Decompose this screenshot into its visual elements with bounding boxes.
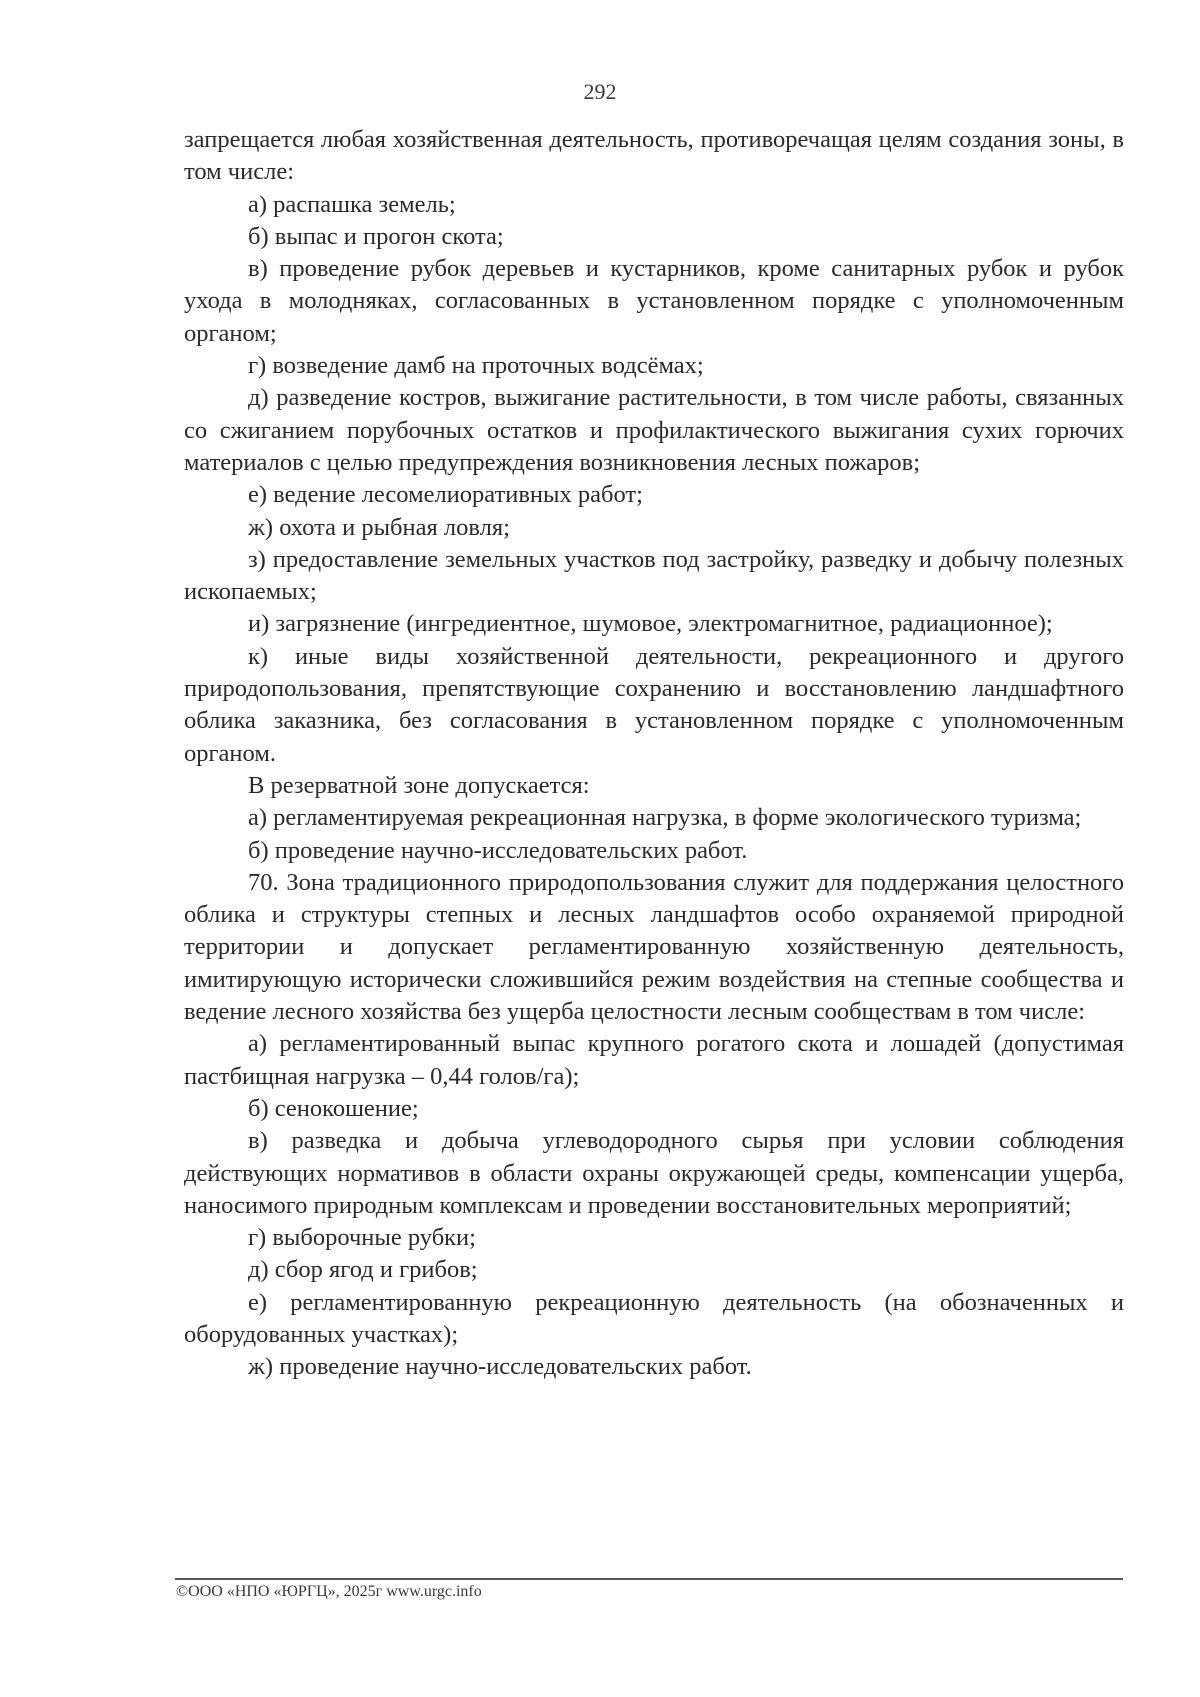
list-item: б) сенокошение;	[248, 1094, 419, 1122]
list-item: в) проведение рубок деревьев и кустарников, кроме санитарных рубок и рубок ухода в молодняках, согласованных в установленном порядке с уполномоченным органом;	[184, 255, 1124, 347]
list-item: д) разведение костров, выжигание растительности, в том числе работы, связанных со сжиганием порубочных остатков и профилактического выжигания сухих горючих материалов с целью предупреждения возникновения лесных пожаров;	[184, 384, 1124, 476]
list-item: з) предоставление земельных участков под застройку, разведку и добычу полезных ископаемых;	[184, 545, 1124, 606]
paragraph-reserve-zone: В резерватной зоне допускается:	[248, 771, 590, 799]
list-item: ж) проведение научно-исследовательских работ.	[248, 1353, 752, 1381]
list-item: д) сбор ягод и грибов;	[248, 1256, 478, 1284]
paragraph-section-70: 70. Зона традиционного природопользования служит для поддержания целостного облика и структуры степных и лесных ландшафтов особо охраняемой природной территории и допускает регламентированную хозяйственную деятельность, имитирующую исторически сложившийся режим воздействия на степные сообщества и ведение лесного хозяйства без ущерба целостности лесным сообществам в том числе:	[184, 868, 1124, 1026]
footer-divider	[175, 1578, 1123, 1580]
list-item: а) распашка земель;	[248, 190, 456, 218]
list-item: е) ведение лесомелиоративных работ;	[248, 481, 643, 509]
list-item: ж) охота и рыбная ловля;	[248, 513, 510, 541]
list-item: в) разведка и добыча углеводородного сырья при условии соблюдения действующих нормативов в области охраны окружающей среды, компенсации ущерба, наносимого природным комплексам и проведении восстановительных мероприятий;	[184, 1127, 1124, 1219]
list-item: б) выпас и прогон скота;	[248, 222, 504, 250]
list-item: г) выборочные рубки;	[248, 1224, 476, 1252]
list-item: и) загрязнение (ингредиентное, шумовое, электромагнитное, радиационное);	[248, 610, 1053, 638]
list-item: а) регламентируемая рекреационная нагрузка, в форме экологического туризма;	[248, 804, 1082, 832]
list-item: е) регламентированную рекреационную деятельность (на обозначенных и оборудованных участках);	[184, 1288, 1124, 1348]
list-item: а) регламентированный выпас крупного рогатого скота и лошадей (допустимая пастбищная нагрузка – 0,44 голов/га);	[184, 1030, 1124, 1090]
document-body	[184, 124, 1124, 1384]
list-item: б) проведение научно-исследовательских работ.	[248, 836, 748, 864]
footer-copyright: ©ООО «НПО «ЮРГЦ», 2025г www.urgc.info	[176, 1583, 482, 1600]
list-item: г) возведение дамб на проточных водсёмах;	[248, 352, 704, 380]
paragraph-continuation: запрещается любая хозяйственная деятельность, противоречащая целям создания зоны, в том числе:	[184, 126, 1124, 186]
page-number: 292	[583, 79, 617, 104]
list-item: к) иные виды хозяйственной деятельности, рекреационного и другого природопользования, препятствующие сохранению и восстановлению ландшафтного облика заказника, без согласования в установленном порядке с уполномоченным органом.	[184, 642, 1124, 767]
